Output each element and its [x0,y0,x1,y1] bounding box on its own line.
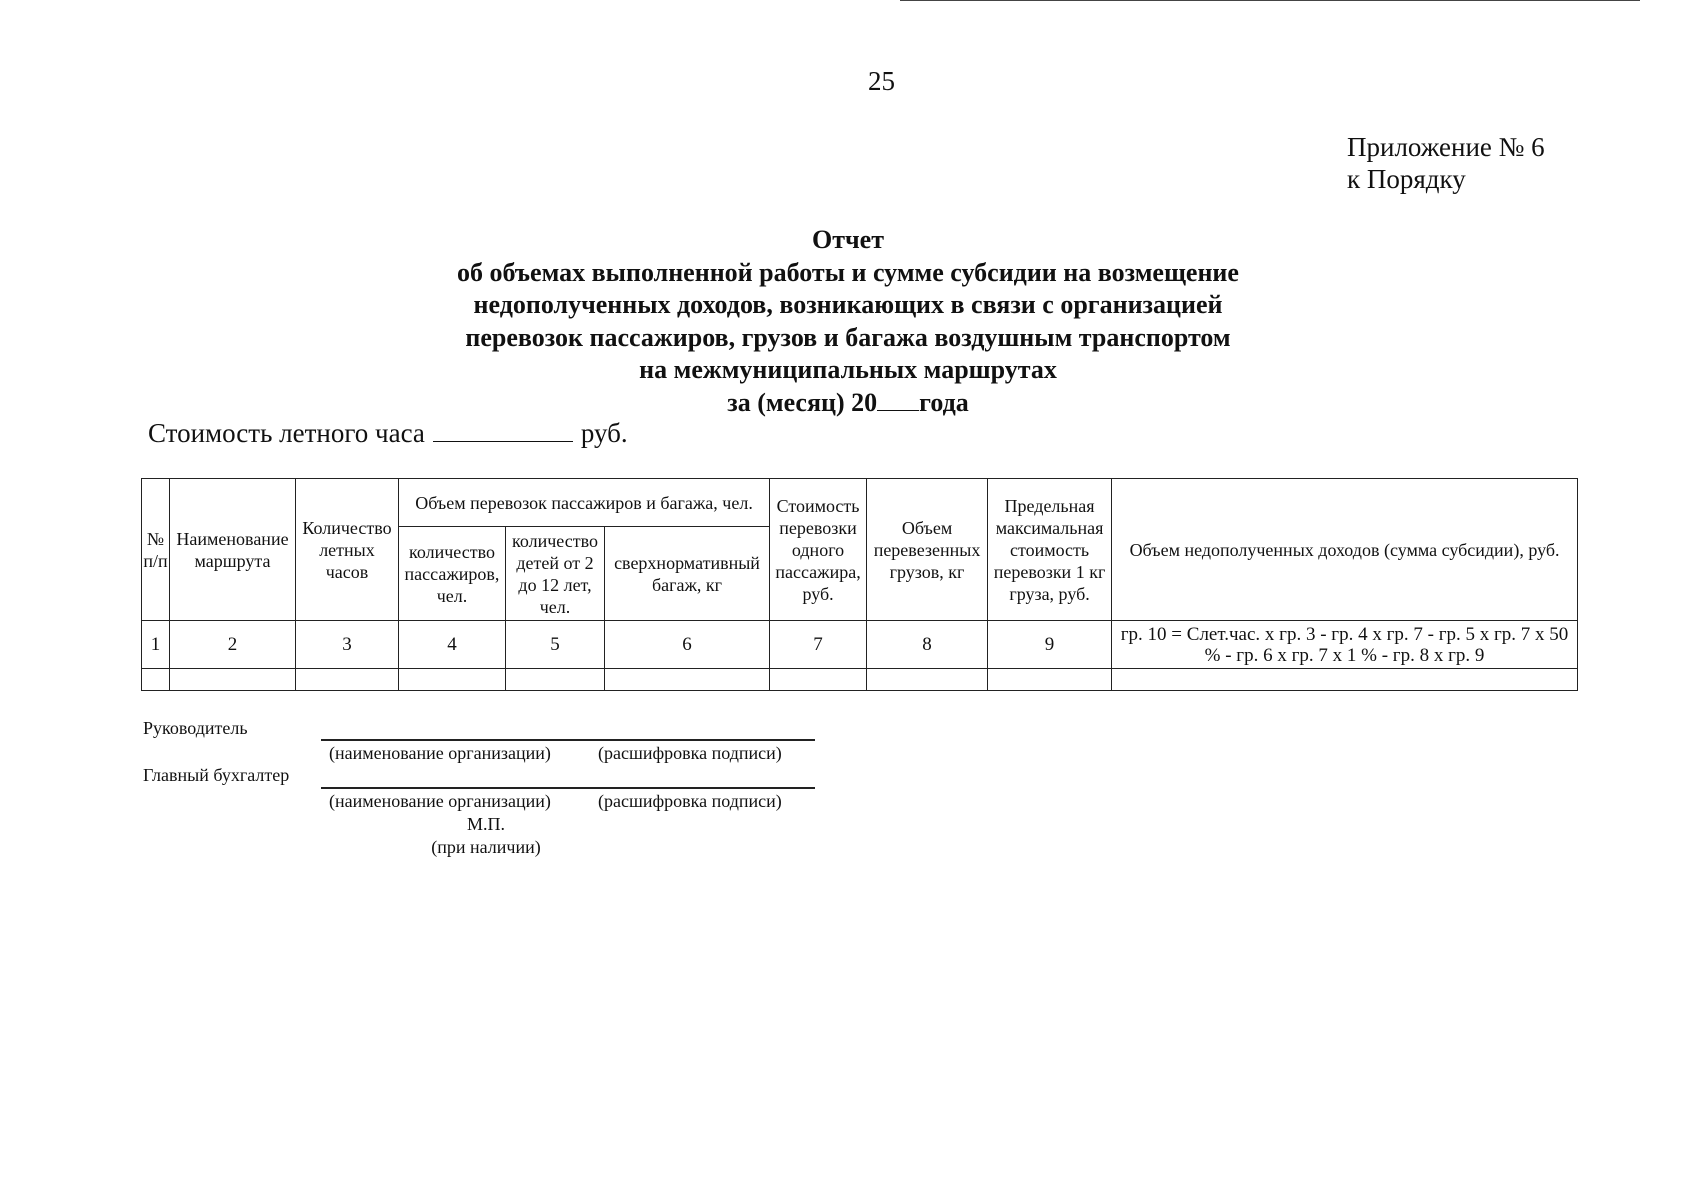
title-line-1: об объемах выполненной работы и сумме субсидии на возмещение [457,257,1239,287]
appendix-reference [1347,131,1545,195]
stamp-label: М.П. [466,814,505,834]
header-cargo-volume: Объем перевезенных грузов, кг [867,479,988,621]
head-signature-line[interactable] [321,739,815,741]
empty-cell[interactable] [506,669,605,691]
appendix-line-1: Приложение № 6 [1347,132,1545,162]
empty-cell[interactable] [988,669,1112,691]
column-number-cell: 3 [296,621,399,669]
header-transport-volume-group: Объем перевозок пассажиров и багажа, чел. [399,479,770,527]
column-number-cell: 7 [770,621,867,669]
flight-hour-cost-line [148,418,628,449]
head-sign-caption: (расшифровка подписи) [598,743,782,763]
empty-cell[interactable] [1112,669,1578,691]
period-prefix: за (месяц) 20 [727,387,878,417]
head-label: Руководитель [143,718,248,738]
column-number-cell: 6 [605,621,770,669]
header-route: Наименование маршрута [170,479,296,621]
empty-cell[interactable] [399,669,506,691]
report-table [141,478,1578,691]
header-cost-per-passenger: Стоимость перевозки одного пассажира, руб. [770,479,867,621]
accountant-sign-caption: (расшифровка подписи) [598,791,782,811]
header-children: количество детей от 2 до 12 лет, чел. [506,527,605,621]
period-suffix: года [919,387,969,417]
empty-cell[interactable] [770,669,867,691]
column-numbers-row [142,621,1578,669]
empty-data-row [142,669,1578,691]
accountant-org-caption: (наименование организации) [329,791,551,811]
column-number-cell: 4 [399,621,506,669]
title-period [280,387,1416,420]
cost-unit: руб. [580,418,628,448]
column-number-cell: 2 [170,621,296,669]
empty-cell[interactable] [867,669,988,691]
header-row-1 [142,479,1578,527]
cost-label: Стоимость летного часа [148,418,425,448]
year-blank-field[interactable] [877,388,919,411]
title-line-3: перевозок пассажиров, грузов и багажа воздушным транспортом [465,322,1231,352]
appendix-line-2: к Порядку [1347,164,1466,194]
column-number-cell: 8 [867,621,988,669]
empty-cell[interactable] [296,669,399,691]
stamp-place [406,813,566,859]
header-flight-hours: Количество летных часов [296,479,399,621]
cost-blank-field[interactable] [433,419,573,442]
title-line-4: на межмуниципальных маршрутах [639,355,1057,384]
header-num: № п/п [142,479,170,621]
head-org-caption: (наименование организации) [329,743,551,763]
header-max-cargo-cost: Предельная максимальная стоимость перевозки 1 кг груза, руб. [988,479,1112,621]
header-passengers: количество пассажиров, чел. [399,527,506,621]
formula-cell: гр. 10 = Слет.час. x гр. 3 - гр. 4 x гр. 7 - гр. 5 x гр. 7 x 50 % - гр. 6 x гр. 7 x 1 % - гр. 8 x гр. 9 [1112,621,1578,669]
scan-top-edge-line [900,0,1640,1]
accountant-label: Главный бухгалтер [143,765,290,785]
empty-cell[interactable] [142,669,170,691]
empty-cell[interactable] [605,669,770,691]
page-number: 25 [868,66,895,96]
header-lost-income: Объем недополученных доходов (сумма субсидии), руб. [1112,479,1578,621]
column-number-cell: 5 [506,621,605,669]
report-title [280,224,1416,419]
column-number-cell: 1 [142,621,170,669]
stamp-note: (при наличии) [431,837,541,857]
accountant-signature-line[interactable] [321,787,815,789]
title-heading: Отчет [812,225,884,254]
header-excess-baggage: сверхнормативный багаж, кг [605,527,770,621]
column-number-cell: 9 [988,621,1112,669]
empty-cell[interactable] [170,669,296,691]
title-line-2: недополученных доходов, возникающих в связи с организацией [473,290,1223,319]
